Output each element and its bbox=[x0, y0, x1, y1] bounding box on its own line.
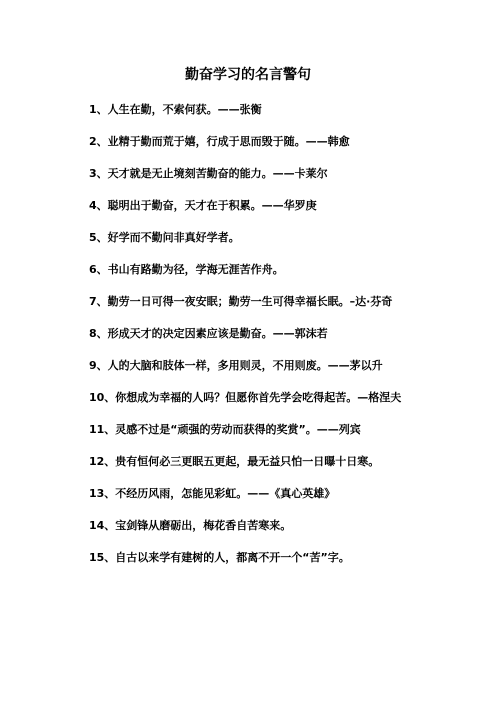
quote-item-5: 5、好学而不勤问非真好学者。 bbox=[89, 231, 240, 244]
quote-item-9: 9、人的大脑和肢体一样，多用则灵，不用则废。——茅以升 bbox=[89, 359, 383, 372]
quote-item-15: 15、自古以来学有建树的人，都离不开一个“苦”字。 bbox=[89, 551, 350, 564]
quote-item-12: 12、贵有恒何必三更眠五更起，最无益只怕一日曝十日寒。 bbox=[89, 455, 380, 468]
quote-item-7: 7、勤劳一日可得一夜安眠；勤劳一生可得幸福长眠。–达·芬奇 bbox=[89, 295, 393, 308]
quote-item-10: 10、你想成为幸福的人吗？但愿你首先学会吃得起苦。—格涅夫 bbox=[89, 391, 402, 404]
quote-item-2: 2、业精于勤而荒于嬉，行成于思而毁于随。——韩愈 bbox=[89, 135, 350, 148]
quote-item-11: 11、灵感不过是“顽强的劳动而获得的奖赏”。——列宾 bbox=[89, 423, 361, 436]
quote-item-14: 14、宝剑锋从磨砺出，梅花香自苦寒来。 bbox=[89, 519, 292, 532]
quote-item-6: 6、书山有路勤为径，学海无涯苦作舟。 bbox=[89, 263, 284, 276]
quote-item-4: 4、聪明出于勤奋，天才在于积累。——华罗庚 bbox=[89, 199, 317, 212]
document-title: 勤奋学习的名言警句 bbox=[185, 67, 311, 83]
quote-item-8: 8、形成天才的决定因素应该是勤奋。——郭沫若 bbox=[89, 327, 328, 340]
quote-item-1: 1、人生在勤，不索何获。——张衡 bbox=[89, 103, 262, 116]
quote-item-3: 3、天才就是无止境刻苦勤奋的能力。——卡莱尔 bbox=[89, 167, 328, 180]
quote-list bbox=[89, 94, 489, 574]
quote-item-13: 13、不经历风雨，怎能见彩虹。——《真心英雄》 bbox=[89, 487, 336, 500]
